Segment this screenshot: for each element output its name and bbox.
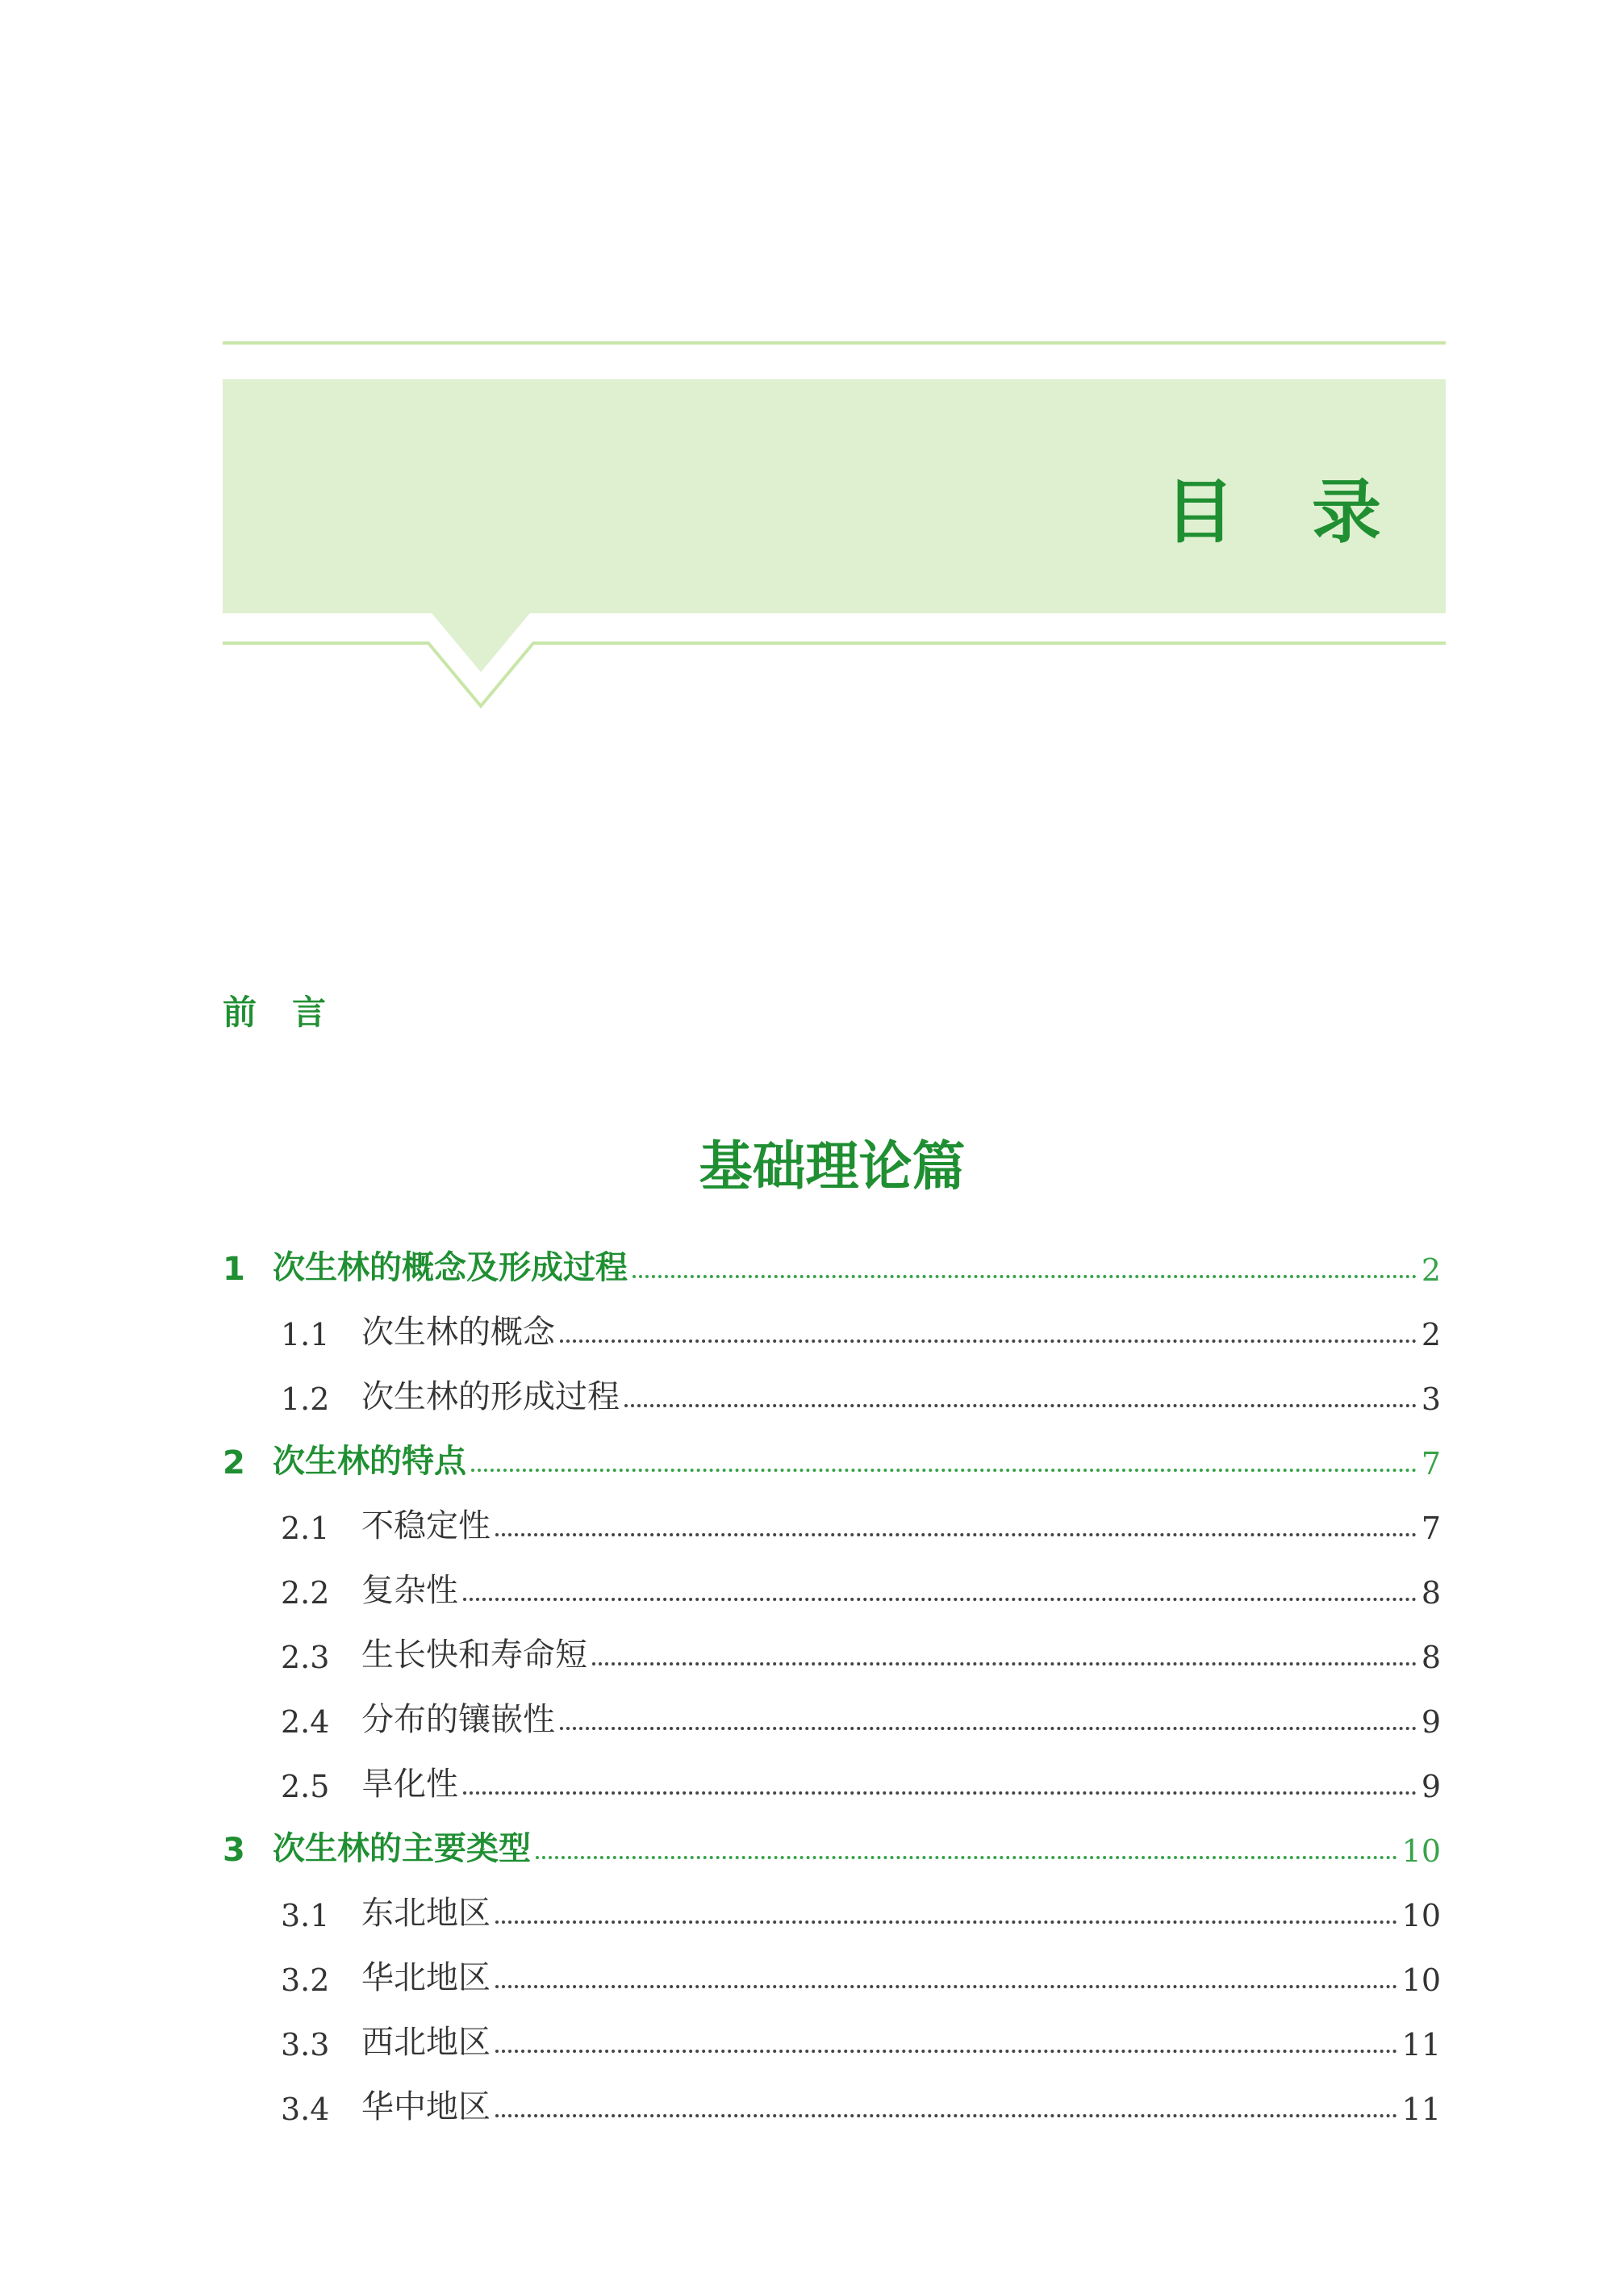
header-banner [223, 379, 1459, 613]
toc-section-2-2[interactable] [223, 1562, 1441, 1611]
toc-section-3-2[interactable] [223, 1950, 1441, 1998]
toc-page: 2 [1421, 1317, 1441, 1352]
page-title: 目录 [1165, 472, 1459, 553]
toc-title: 次生林的形成过程 [361, 1378, 620, 1415]
toc-page: 9 [1421, 1769, 1441, 1804]
toc-page: 8 [1421, 1575, 1441, 1611]
toc-number: 1 [223, 1251, 245, 1288]
toc-title: 东北地区 [361, 1895, 491, 1932]
toc-number: 2.5 [281, 1769, 330, 1804]
dot-leader [536, 1856, 1397, 1859]
dot-leader [560, 1340, 1417, 1343]
dot-leader [495, 1920, 1397, 1924]
toc-number: 2.3 [281, 1640, 330, 1675]
toc-title: 生长快和寿命短 [361, 1636, 587, 1674]
toc-section-1-1[interactable] [223, 1304, 1441, 1352]
toc-number: 2.2 [281, 1575, 330, 1611]
toc-title: 次生林的特点 [273, 1443, 466, 1480]
toc-page: 7 [1421, 1446, 1441, 1482]
toc-page: 3 [1421, 1381, 1441, 1417]
dot-leader [632, 1275, 1417, 1278]
preface-heading[interactable]: 前言 [223, 993, 362, 1032]
toc-number: 2.1 [281, 1511, 330, 1546]
toc-number: 2 [223, 1444, 245, 1482]
dot-leader [495, 1533, 1417, 1536]
toc-page: 7 [1421, 1511, 1441, 1546]
toc-title: 旱化性 [361, 1766, 458, 1803]
toc-title: 次生林的概念及形成过程 [273, 1249, 628, 1286]
toc-section-3-4[interactable] [223, 2079, 1441, 2127]
toc-title: 分布的镶嵌性 [361, 1701, 555, 1738]
dot-leader [463, 1598, 1417, 1601]
part-title: 基础理论篇 [699, 1135, 966, 1197]
toc-number: 3.1 [281, 1898, 330, 1933]
toc-page: 11 [1401, 2027, 1441, 2063]
dot-leader [495, 1985, 1397, 1988]
toc-page: 2 [1421, 1252, 1441, 1288]
toc-chapter-2[interactable] [223, 1433, 1441, 1482]
dot-leader [463, 1791, 1417, 1795]
toc-page: 10 [1401, 1898, 1441, 1933]
toc-section-2-5[interactable] [223, 1756, 1441, 1804]
toc-section-1-2[interactable] [223, 1369, 1441, 1417]
toc-page: 11 [1401, 2092, 1441, 2127]
toc-title: 次生林的概念 [361, 1314, 555, 1351]
dot-leader [495, 2050, 1397, 2053]
dot-leader [592, 1662, 1417, 1666]
banner-notch-decoration [223, 609, 1446, 714]
toc-number: 1.1 [281, 1317, 330, 1352]
toc-section-2-3[interactable] [223, 1627, 1441, 1675]
toc-section-2-1[interactable] [223, 1498, 1441, 1546]
dot-leader [495, 2114, 1397, 2117]
toc-number: 3 [223, 1832, 245, 1869]
toc-chapter-3[interactable] [223, 1820, 1441, 1869]
toc-title: 次生林的主要类型 [273, 1830, 531, 1867]
toc-title: 复杂性 [361, 1572, 458, 1609]
dot-leader [624, 1404, 1417, 1407]
toc-section-2-4[interactable] [223, 1691, 1441, 1740]
dot-leader [560, 1727, 1417, 1730]
toc-number: 3.3 [281, 2027, 330, 2063]
toc-number: 1.2 [281, 1381, 330, 1417]
toc-page: 9 [1421, 1704, 1441, 1740]
toc-title: 华中地区 [361, 2088, 491, 2125]
toc-title: 华北地区 [361, 1959, 491, 1996]
toc-title: 西北地区 [361, 2024, 491, 2061]
dot-leader [471, 1469, 1417, 1472]
toc-chapter-1[interactable] [223, 1239, 1441, 1288]
top-rule [223, 341, 1446, 345]
toc-page: 10 [1401, 1833, 1441, 1869]
toc-section-3-1[interactable] [223, 1885, 1441, 1933]
toc-page: 10 [1401, 1962, 1441, 1998]
toc-number: 3.4 [281, 2092, 330, 2127]
toc-page: 8 [1421, 1640, 1441, 1675]
toc-section-3-3[interactable] [223, 2014, 1441, 2063]
toc-number: 3.2 [281, 1962, 330, 1998]
toc-title: 不稳定性 [361, 1507, 491, 1544]
toc-number: 2.4 [281, 1704, 330, 1740]
